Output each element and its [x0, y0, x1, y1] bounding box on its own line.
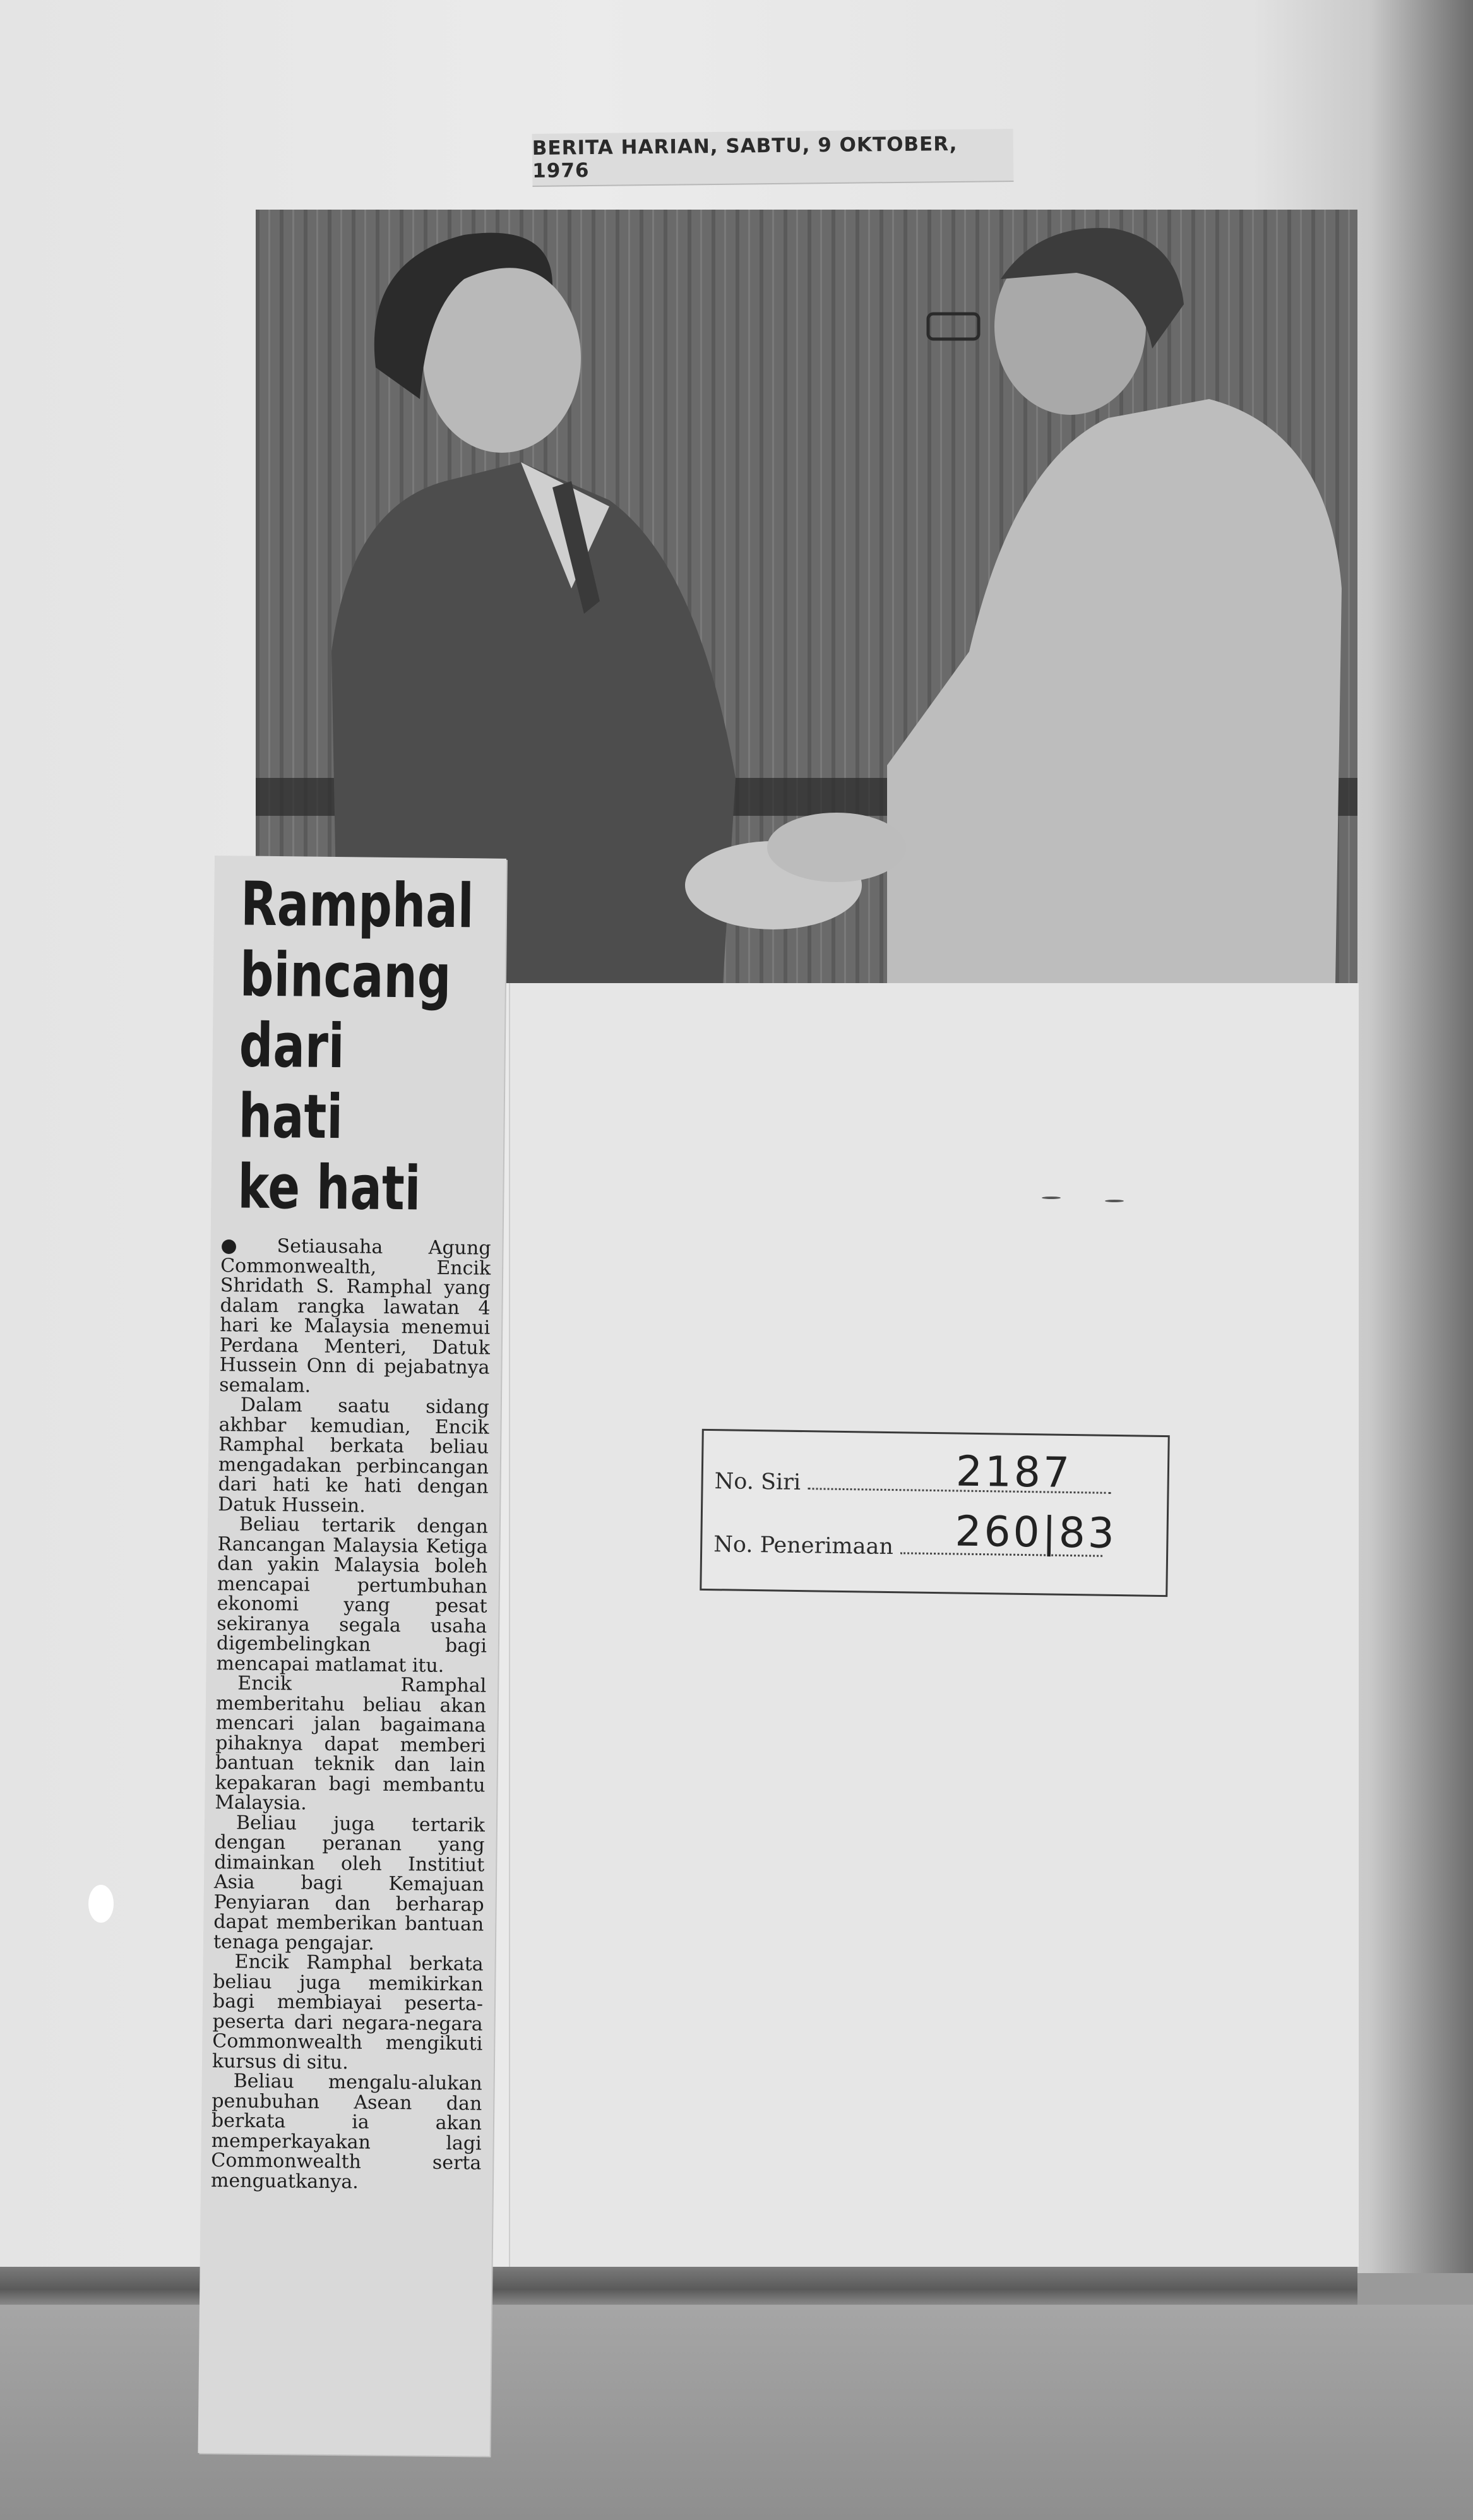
masthead-text: BERITA HARIAN, SABTU, 9 OKTOBER, 1976: [532, 132, 958, 182]
newspaper-masthead-strip: [532, 129, 1014, 187]
article-paragraph: Beliau juga tertarik dengan peranan yang dimainkan oleh Institiut Asia bagi Kemajuan Penyiaran dan berharap dapat memberikan bantuan tenaga pengajar.: [213, 1811, 486, 1955]
article-paragraph: ●Setiausaha Agung Commonwealth, Encik Shridath S. Ramphal yang dalam rangka lawatan 4 hari ke Malaysia menemui Perdana Menteri, Datuk Hussein Onn di pejabatnya semalam.: [219, 1234, 491, 1397]
article-headline: Ramphal bincang dari hati ke hati: [237, 868, 475, 1224]
article-paragraph: Encik Ramphal memberitahu beliau akan mencari jalan bagaimana pihaknya dapat memberi bantuan teknik dan lain kepakaran bagi membantu Malaysia.: [215, 1672, 487, 1815]
siri-handwritten-value: 2187: [955, 1447, 1073, 1498]
article-paragraph: Dalam saatu sidang akhbar kemudian, Encik Ramphal berkata beliau mengadakan perbincangan dari hati ke hati dengan Datuk Hussein.: [218, 1394, 490, 1517]
mounting-sheet: [509, 983, 1359, 2267]
penerimaan-handwritten-value: 260|83: [955, 1507, 1118, 1558]
pencil-dash-mark: [1105, 1200, 1124, 1202]
article-paragraph: Beliau tertarik dengan Rancangan Malaysia Ketiga dan yakin Malaysia boleh mencapai pertumbuhan ekonomi yang pesat sekiranya segala usaha digembelingkan bagi mencapai matlamat itu.: [216, 1513, 489, 1677]
penerimaan-label: No. Penerimaan: [713, 1532, 894, 1560]
siri-label: No. Siri: [714, 1469, 801, 1496]
pencil-dash-mark: [1042, 1197, 1061, 1199]
paper-damage-mark: [88, 1885, 114, 1923]
article-paragraph: Encik Ramphal berkata beliau juga memikirkan bagi membiayai peserta-peserta dari negara-negara Commonwealth mengikuti kursus di situ.: [212, 1950, 484, 2074]
catalogue-stamp: [700, 1429, 1170, 1597]
article-paragraph: Beliau mengalu-alukan penubuhan Asean dan berkata ia akan memperkayakan lagi Commonwealth serta menguatkanya.: [210, 2070, 482, 2193]
news-article-column: [198, 856, 506, 2456]
article-body: [211, 1236, 491, 2193]
